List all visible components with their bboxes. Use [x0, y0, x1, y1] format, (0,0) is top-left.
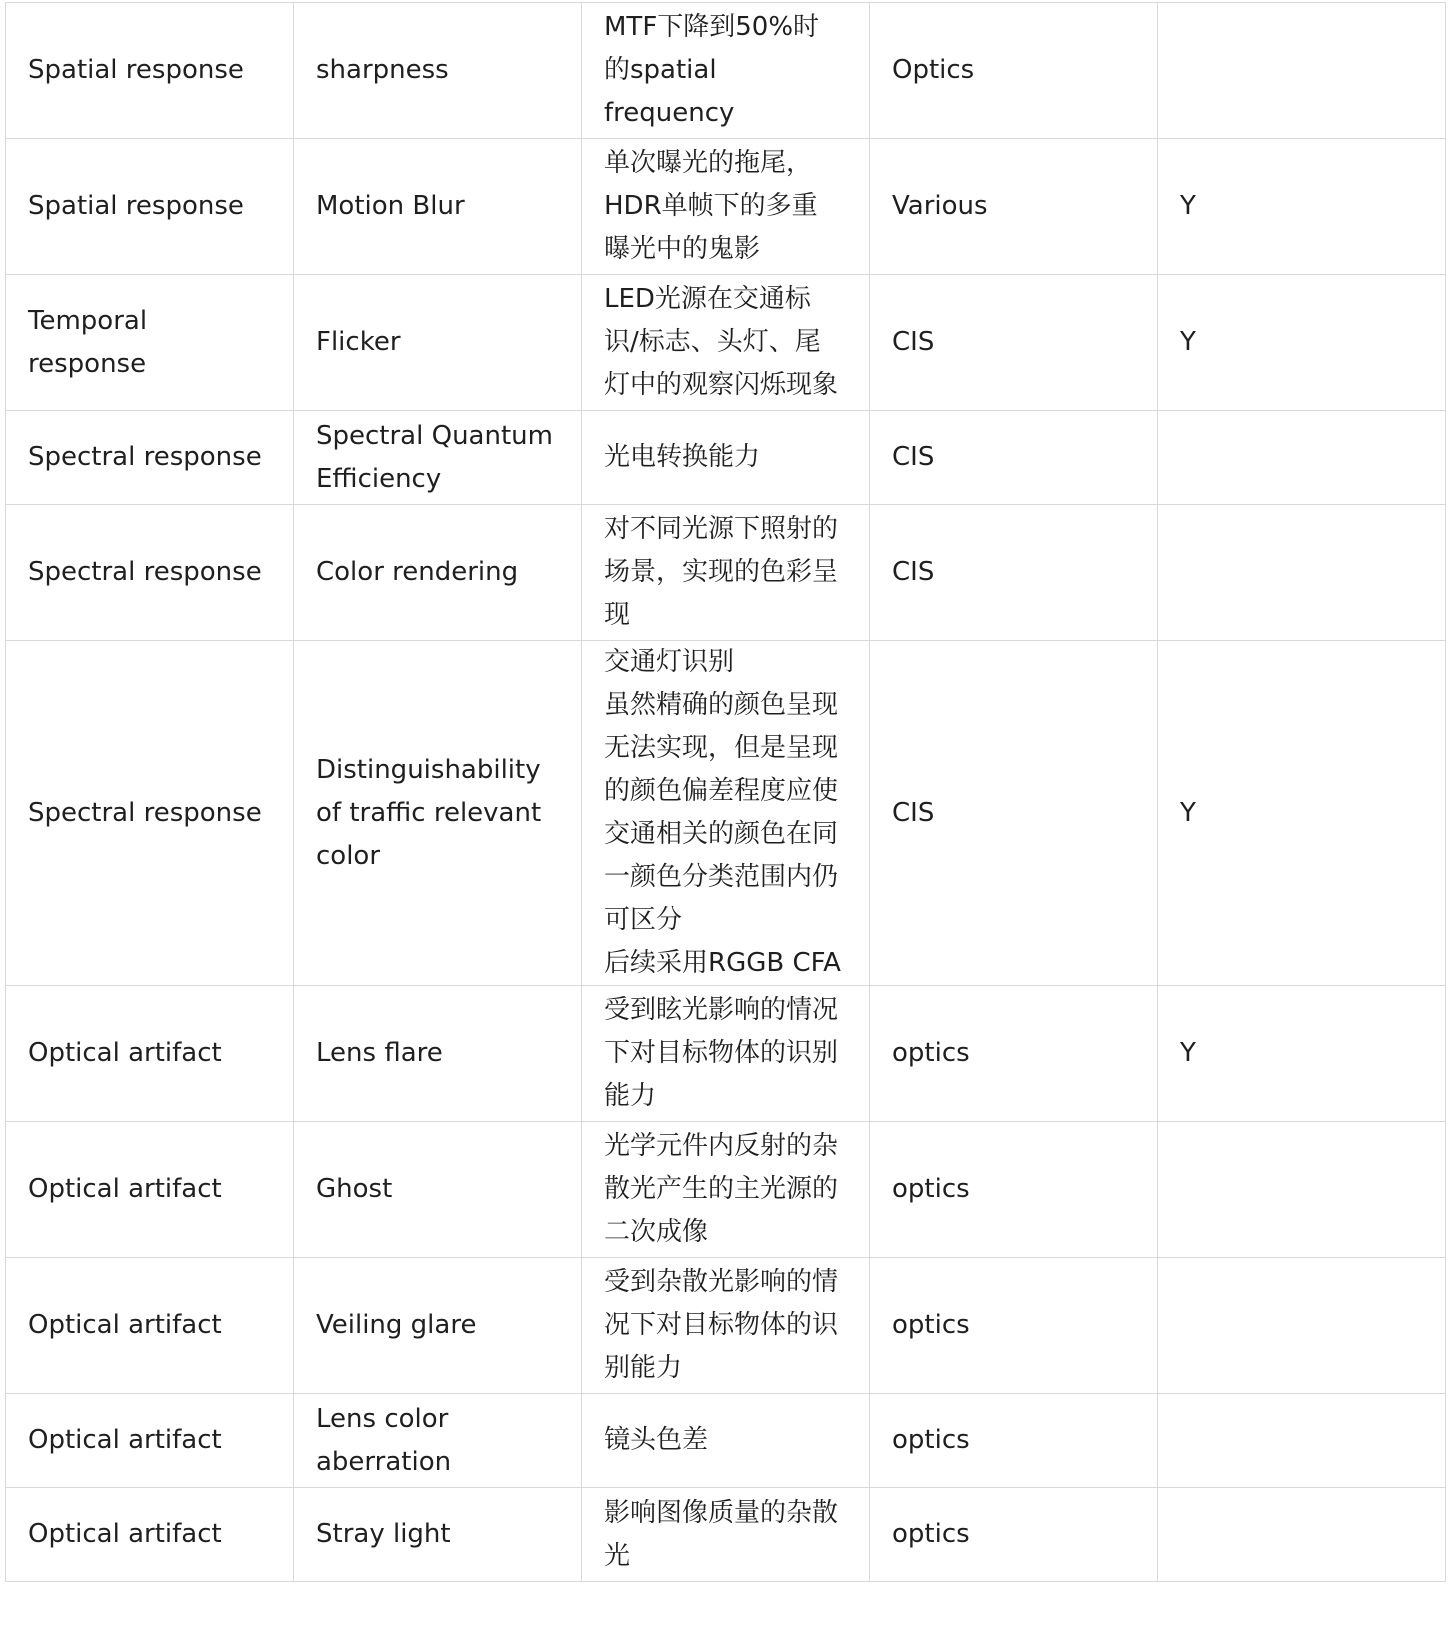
table-row	[6, 1122, 1446, 1258]
table-row	[6, 139, 1446, 275]
source-cell: optics	[870, 1258, 1158, 1394]
source-cell: CIS	[870, 411, 1158, 505]
description-cell: 对不同光源下照射的 场景，实现的色彩呈 现	[582, 505, 870, 641]
source-cell: optics	[870, 1394, 1158, 1488]
source-cell: optics	[870, 1488, 1158, 1582]
description-cell: LED光源在交通标 识/标志、头灯、尾 灯中的观察闪烁现象	[582, 275, 870, 411]
table-row	[6, 411, 1446, 505]
metric-cell: Distinguishability of traffic relevant color	[294, 641, 582, 986]
image-quality-table	[5, 2, 1446, 1582]
flag-cell: Y	[1158, 275, 1446, 411]
metric-cell: Motion Blur	[294, 139, 582, 275]
flag-cell: Y	[1158, 139, 1446, 275]
metric-cell: Ghost	[294, 1122, 582, 1258]
metric-cell: Stray light	[294, 1488, 582, 1582]
category-cell: Optical artifact	[6, 1488, 294, 1582]
source-cell: optics	[870, 986, 1158, 1122]
metric-cell: Flicker	[294, 275, 582, 411]
flag-cell	[1158, 505, 1446, 641]
source-cell: CIS	[870, 641, 1158, 986]
metric-cell: Lens flare	[294, 986, 582, 1122]
table-row	[6, 1394, 1446, 1488]
category-cell: Spatial response	[6, 139, 294, 275]
table-row	[6, 505, 1446, 641]
description-cell: MTF下降到50%时 的spatial frequency	[582, 3, 870, 139]
flag-cell	[1158, 1394, 1446, 1488]
flag-cell	[1158, 1122, 1446, 1258]
description-cell: 交通灯识别 虽然精确的颜色呈现 无法实现，但是呈现 的颜色偏差程度应使 交通相关的颜色在同 一颜色分类范围内仍 可区分 后续采用RGGB CFA	[582, 641, 870, 986]
table-row	[6, 641, 1446, 986]
description-cell: 影响图像质量的杂散 光	[582, 1488, 870, 1582]
category-cell: Spectral response	[6, 411, 294, 505]
flag-cell: Y	[1158, 641, 1446, 986]
category-cell: Optical artifact	[6, 1394, 294, 1488]
category-cell: Spectral response	[6, 641, 294, 986]
table-row	[6, 275, 1446, 411]
source-cell: CIS	[870, 275, 1158, 411]
table-row	[6, 1488, 1446, 1582]
category-cell: Optical artifact	[6, 1258, 294, 1394]
metric-cell: Spectral Quantum Efficiency	[294, 411, 582, 505]
category-cell: Temporal response	[6, 275, 294, 411]
flag-cell	[1158, 3, 1446, 139]
description-cell: 光电转换能力	[582, 411, 870, 505]
description-cell: 受到杂散光影响的情 况下对目标物体的识 别能力	[582, 1258, 870, 1394]
table-row	[6, 986, 1446, 1122]
source-cell: Optics	[870, 3, 1158, 139]
flag-cell	[1158, 1488, 1446, 1582]
description-cell: 单次曝光的拖尾， HDR单帧下的多重 曝光中的鬼影	[582, 139, 870, 275]
metric-cell: Veiling glare	[294, 1258, 582, 1394]
description-cell: 受到眩光影响的情况 下对目标物体的识别 能力	[582, 986, 870, 1122]
category-cell: Spectral response	[6, 505, 294, 641]
category-cell: Optical artifact	[6, 1122, 294, 1258]
flag-cell: Y	[1158, 986, 1446, 1122]
metric-cell: Color rendering	[294, 505, 582, 641]
table-row	[6, 1258, 1446, 1394]
table-row	[6, 3, 1446, 139]
description-cell: 镜头色差	[582, 1394, 870, 1488]
source-cell: CIS	[870, 505, 1158, 641]
source-cell: optics	[870, 1122, 1158, 1258]
metric-cell: Lens color aberration	[294, 1394, 582, 1488]
flag-cell	[1158, 1258, 1446, 1394]
source-cell: Various	[870, 139, 1158, 275]
category-cell: Spatial response	[6, 3, 294, 139]
category-cell: Optical artifact	[6, 986, 294, 1122]
flag-cell	[1158, 411, 1446, 505]
description-cell: 光学元件内反射的杂 散光产生的主光源的 二次成像	[582, 1122, 870, 1258]
metric-cell: sharpness	[294, 3, 582, 139]
